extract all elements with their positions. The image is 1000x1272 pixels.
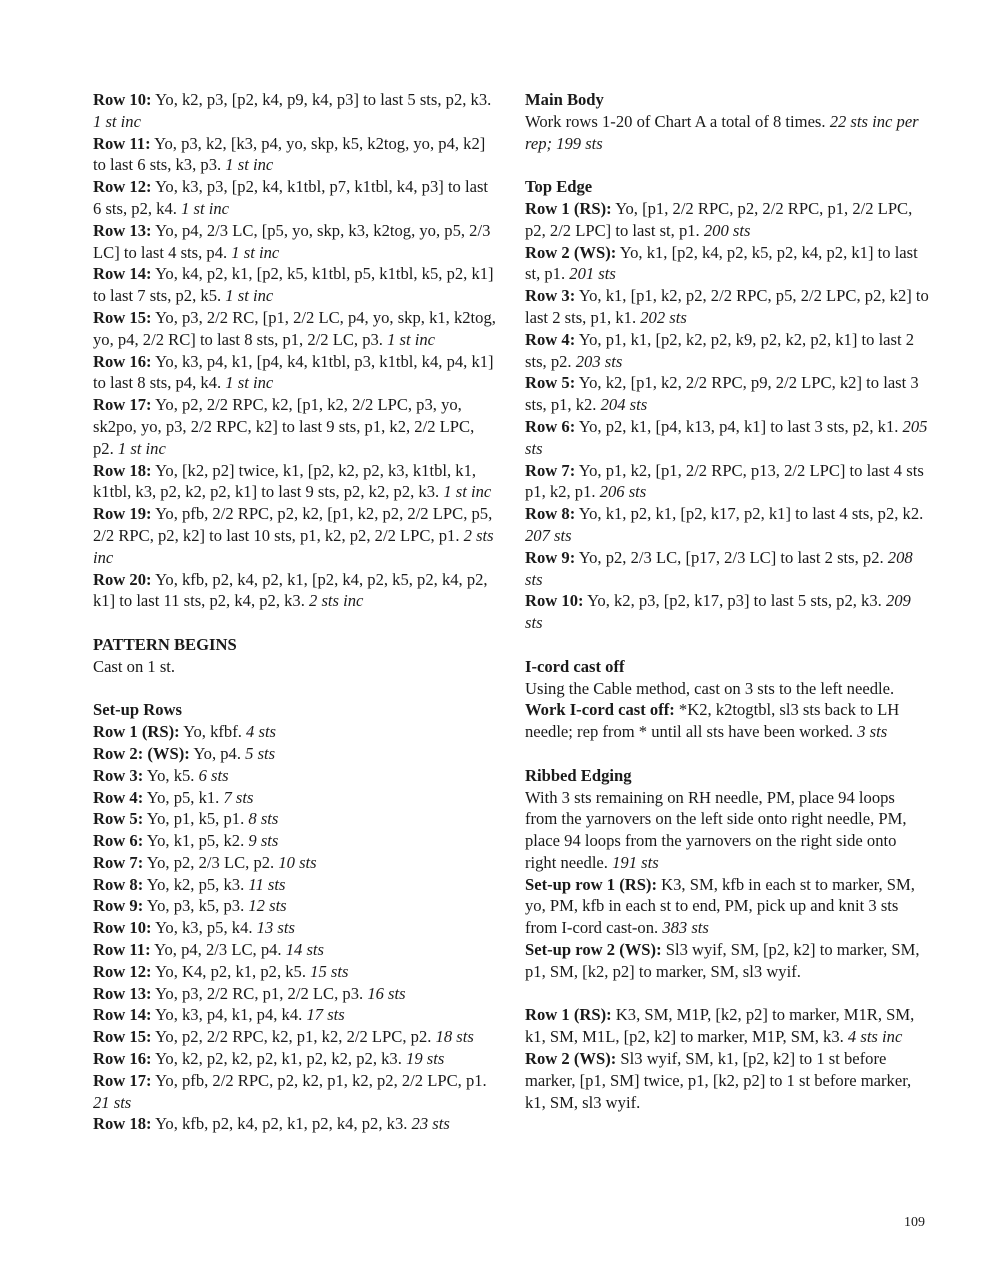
stitch-count: 15 sts — [310, 961, 349, 981]
section — [93, 634, 498, 678]
section-heading: Ribbed Edging — [525, 765, 632, 785]
row-label: Row 14: — [93, 264, 152, 284]
section — [525, 89, 930, 154]
instruction-text: Yo, k1, [p2, k4, p2, k5, p2, k4, p2, k1] to last st, p1. — [525, 242, 918, 284]
instruction-text: Yo, p2, 2/3 LC, [p17, 2/3 LC] to last 2 sts, p2. — [575, 547, 888, 567]
instruction-text: Yo, k3, p5, k4. — [151, 918, 257, 938]
instruction-line — [93, 765, 498, 787]
row-label: Row 8: — [93, 874, 144, 894]
stitch-count: 204 sts — [600, 395, 648, 415]
instruction-text: Yo, p1, k2, [p1, 2/2 RPC, p13, 2/2 LPC] to last 4 sts p1, k2, p1. — [525, 460, 924, 502]
instruction-line — [93, 351, 498, 395]
stitch-count: 6 sts — [198, 765, 229, 785]
instruction-text: Yo, pfb, 2/2 RPC, p2, k2, [p1, k2, p2, 2/2 LPC, p5, 2/2 RPC, p2, k2] to last 10 sts, p1, k2, p2, 2/2 LPC, p1. — [93, 504, 493, 545]
stitch-count: 1 st inc — [225, 373, 274, 393]
instruction-text: Yo, k2, [p1, k2, 2/2 RPC, p9, 2/2 LPC, k2] to last 3 sts, p1, k2. — [525, 373, 919, 415]
instruction-text: Yo, p4, 2/3 LC, p4. — [150, 940, 286, 960]
instruction-text: Yo, k1, [p1, k2, p2, 2/2 RPC, p5, 2/2 LPC, p2, k2] to last 2 sts, p1, k1. — [525, 286, 929, 327]
row-label: Row 7: — [93, 852, 144, 872]
row-label: Row 1 (RS): — [93, 722, 180, 742]
instruction-text: Yo, p2, 2/2 RPC, k2, [p1, k2, 2/2 LPC, p3, yo, sk2po, yo, p3, 2/2 RPC, k2] to last 9 sts, p1, k2, 2/2 LPC, p2. — [93, 395, 475, 458]
instruction-line — [525, 1004, 930, 1048]
instruction-text: Yo, kfb, p2, k4, p2, k1, [p2, k4, p2, k5, p2, k4, p2, k1] to last 11 sts, p2, k4, p2, k3. — [93, 569, 488, 611]
stitch-count: 1 st inc — [225, 286, 274, 306]
instruction-line — [525, 285, 930, 329]
instruction-line — [93, 503, 498, 568]
section-heading: I-cord cast off — [525, 656, 625, 676]
row-label: Row 5: — [525, 373, 576, 393]
instruction-line — [93, 656, 498, 678]
stitch-count: 383 sts — [662, 918, 709, 938]
row-label: Row 15: — [93, 307, 152, 327]
section-heading: Main Body — [525, 90, 604, 109]
instruction-text: Yo, p3, 2/2 RC, [p1, 2/2 LC, p4, yo, skp, k1, k2tog, yo, p4, 2/2 RC] to last 8 sts, p1, 2/2 LC, p3. — [93, 307, 496, 349]
stitch-count: 13 sts — [256, 918, 295, 938]
stitch-count: 9 sts — [248, 831, 279, 851]
stitch-count: 7 sts — [223, 787, 254, 807]
instruction-line — [93, 939, 498, 961]
instruction-text: K3, SM, kfb in each st to marker, SM, yo, PM, kfb in each st to end, PM, pick up and knit 3 sts from I-cord cast-on. — [525, 874, 915, 938]
instruction-line — [93, 1048, 498, 1070]
instruction-line — [93, 983, 498, 1005]
row-label: Row 18: — [93, 460, 152, 480]
instruction-line — [93, 460, 498, 504]
row-label: Row 10: — [93, 918, 152, 938]
instruction-line — [93, 89, 498, 133]
stitch-count: 12 sts — [248, 896, 287, 916]
page-number: 109 — [904, 1215, 925, 1230]
instruction-text: Yo, k1, p2, k1, [p2, k17, p2, k1] to last 4 sts, p2, k2. — [575, 504, 924, 524]
instruction-text: Yo, k3, p4, k1, [p4, k4, k1tbl, p3, k1tbl, k4, p4, k1] to last 8 sts, p4, k4. — [93, 351, 494, 393]
instruction-line — [93, 917, 498, 939]
instruction-line — [93, 263, 498, 307]
instruction-line — [93, 1070, 498, 1114]
row-label: Row 5: — [93, 809, 144, 829]
row-label: Row 6: — [525, 416, 576, 436]
instruction-text: Yo, p3, k2, [k3, p4, yo, skp, k5, k2tog, yo, p4, k2] to last 6 sts, k3, p3. — [93, 133, 486, 175]
row-label: Row 16: — [93, 1049, 152, 1069]
instruction-line — [93, 787, 498, 809]
instruction-line — [525, 372, 930, 416]
instruction-line — [93, 874, 498, 896]
row-label: Row 9: — [93, 896, 144, 916]
stitch-count: 10 sts — [278, 852, 317, 872]
row-label: Row 17: — [93, 395, 152, 415]
row-label: Row 20: — [93, 569, 152, 589]
stitch-count: 23 sts — [411, 1114, 450, 1134]
instruction-text: Sl3 wyif, SM, [p2, k2] to marker, SM, p1, SM, [k2, p2] to marker, SM, sl3 wyif. — [525, 940, 920, 981]
row-label: Row 4: — [525, 329, 576, 349]
row-label: Row 4: — [93, 787, 144, 807]
instruction-line — [93, 808, 498, 830]
row-label: Row 18: — [93, 1114, 152, 1134]
instruction-line — [525, 416, 930, 460]
row-label: Row 10: — [525, 591, 584, 611]
instruction-text: Yo, k3, p4, k1, p4, k4. — [151, 1005, 307, 1025]
stitch-count: 1 st inc — [225, 155, 274, 175]
instruction-line — [93, 220, 498, 264]
stitch-count: 4 sts inc — [847, 1027, 903, 1047]
stitch-count: 14 sts — [285, 940, 324, 960]
instruction-text: Work rows 1-20 of Chart A a total of 8 times. — [525, 111, 830, 131]
instruction-line — [93, 895, 498, 917]
stitch-count: 206 sts — [599, 482, 647, 502]
instruction-line — [93, 852, 498, 874]
instruction-text: Yo, pfb, 2/2 RPC, p2, k2, p1, k2, p2, 2/2 LPC, p1. — [151, 1070, 487, 1090]
stitch-count: 209 sts — [525, 591, 911, 633]
instruction-text: Yo, kfbf. — [179, 722, 247, 742]
stitch-count: 5 sts — [245, 743, 276, 763]
instruction-line — [93, 133, 498, 177]
stitch-count: 8 sts — [248, 809, 279, 829]
instruction-text: Yo, k4, p2, k1, [p2, k5, k1tbl, p5, k1tbl, k5, p2, k1] to last 7 sts, p2, k5. — [93, 264, 494, 306]
row-label: Work I-cord cast off: — [525, 700, 675, 720]
instruction-line — [525, 242, 930, 286]
instruction-line — [93, 176, 498, 220]
stitch-count: 4 sts — [246, 722, 277, 742]
row-label: Row 7: — [525, 460, 576, 480]
stitch-count: 1 st inc — [387, 329, 436, 349]
section — [93, 89, 498, 612]
row-label: Row 11: — [93, 940, 151, 960]
section — [525, 765, 930, 983]
row-label: Row 3: — [525, 286, 576, 306]
instruction-text: Yo, p2, 2/2 RPC, k2, p1, k2, 2/2 LPC, p2. — [151, 1027, 436, 1047]
instruction-text: Yo, p1, k5, p1. — [143, 809, 249, 829]
instruction-text: Yo, p3, k5, p3. — [143, 896, 249, 916]
instruction-line — [525, 111, 930, 155]
stitch-count: 18 sts — [435, 1027, 474, 1047]
instruction-text: Yo, [k2, p2] twice, k1, [p2, k2, p2, k3, k1tbl, k1, k1tbl, k3, p2, k2, p2, k1] to last 9 sts, p2, k2, p2, k3. — [93, 460, 477, 502]
instruction-line — [525, 939, 930, 983]
stitch-count: 1 st inc — [93, 111, 141, 131]
row-label: Row 10: — [93, 90, 152, 109]
instruction-text: Yo, k2, p3, [p2, k4, p9, k4, p3] to last 5 sts, p2, k3. — [151, 90, 492, 109]
instruction-text: With 3 sts remaining on RH needle, PM, place 94 loops from the yarnovers on the left side onto right needle, PM, place 94 loops from the yarnovers on the right side onto right needle. — [525, 787, 907, 872]
stitch-count: 1 st inc — [117, 438, 166, 458]
row-label: Row 2 (WS): — [525, 242, 617, 262]
stitch-count: 203 sts — [575, 351, 623, 371]
instruction-line — [93, 1004, 498, 1026]
row-label: Row 11: — [93, 133, 151, 153]
instruction-text: Yo, [p1, 2/2 RPC, p2, 2/2 RPC, p1, 2/2 LPC, p2, 2/2 LPC] to last st, p1. — [525, 198, 913, 240]
left-column — [93, 89, 498, 1157]
row-label: Row 6: — [93, 831, 144, 851]
instruction-line — [93, 743, 498, 765]
row-label: Row 19: — [93, 504, 152, 524]
row-label: Row 13: — [93, 220, 152, 240]
stitch-count: 208 sts — [525, 547, 913, 589]
instruction-text: Yo, k2, p3, [p2, k17, p3] to last 5 sts, p2, k3. — [583, 591, 886, 611]
instruction-text: Yo, k5. — [143, 765, 199, 785]
row-label: Row 1 (RS): — [525, 198, 612, 218]
instruction-line — [93, 569, 498, 613]
instruction-text: Yo, p4. — [189, 743, 246, 763]
section — [525, 1004, 930, 1113]
instruction-line — [525, 699, 930, 743]
stitch-count: 19 sts — [406, 1049, 445, 1069]
row-label: Row 2 (WS): — [525, 1049, 617, 1069]
instruction-line — [93, 830, 498, 852]
section — [93, 699, 498, 1135]
instruction-text: Yo, K4, p2, k1, p2, k5. — [151, 961, 311, 981]
stitch-count: 202 sts — [640, 307, 687, 327]
stitch-count: 11 sts — [248, 874, 286, 894]
row-label: Row 9: — [525, 547, 576, 567]
instruction-text: Yo, k1, p5, k2. — [143, 831, 249, 851]
stitch-count: 207 sts — [525, 525, 572, 545]
instruction-text: Yo, kfb, p2, k4, p2, k1, p2, k4, p2, k3. — [151, 1114, 412, 1134]
instruction-line — [525, 460, 930, 504]
section-heading: Set-up Rows — [93, 700, 182, 720]
instruction-text: K3, SM, M1P, [k2, p2] to marker, M1R, SM, k1, SM, M1L, [p2, k2] to marker, M1P, SM, k3. — [525, 1005, 915, 1047]
instruction-line — [93, 721, 498, 743]
instruction-text: Yo, k2, p5, k3. — [143, 874, 249, 894]
instruction-line — [93, 961, 498, 983]
row-label: Row 15: — [93, 1027, 152, 1047]
instruction-line — [93, 307, 498, 351]
row-label: Row 13: — [93, 983, 152, 1003]
row-label: Row 12: — [93, 961, 152, 981]
instruction-line — [525, 874, 930, 939]
stitch-count: 22 sts inc per rep; 199 sts — [525, 111, 919, 153]
row-label: Row 2: (WS): — [93, 743, 190, 763]
instruction-text: *K2, k2togtbl, sl3 sts back to LH needle; rep from * until all sts have been worked. — [525, 700, 900, 742]
row-label: Row 8: — [525, 504, 576, 524]
section — [525, 656, 930, 743]
row-label: Set-up row 2 (WS): — [525, 940, 662, 960]
instruction-line — [525, 590, 930, 634]
instruction-text: Sl3 wyif, SM, k1, [p2, k2] to 1 st before marker, [p1, SM] twice, p1, [k2, p2] to 1 st before marker, k1, SM, sl3 wyif. — [525, 1049, 912, 1112]
instruction-text: Yo, p3, 2/2 RC, p1, 2/2 LC, p3. — [151, 983, 368, 1003]
stitch-count: 17 sts — [306, 1005, 345, 1025]
stitch-count: 3 sts — [857, 722, 888, 742]
instruction-text: Yo, k3, p3, [p2, k4, k1tbl, p7, k1tbl, k4, p3] to last 6 sts, p2, k4. — [93, 177, 489, 218]
instruction-line — [525, 787, 930, 874]
instruction-line — [525, 1048, 930, 1113]
instruction-text: Yo, p2, k1, [p4, k13, p4, k1] to last 3 sts, p2, k1. — [575, 416, 903, 436]
section — [525, 176, 930, 634]
stitch-count: 1 st inc — [443, 482, 492, 502]
stitch-count: 2 sts inc — [93, 525, 494, 567]
section-heading: PATTERN BEGINS — [93, 634, 237, 654]
row-label: Row 1 (RS): — [525, 1005, 612, 1025]
instruction-text: Cast on 1 st. — [93, 656, 176, 676]
instruction-line — [93, 1026, 498, 1048]
instruction-text: Using the Cable method, cast on 3 sts to the left needle. — [525, 678, 895, 698]
stitch-count: 21 sts — [93, 1092, 132, 1112]
stitch-count: 1 st inc — [231, 242, 280, 262]
instruction-line — [525, 503, 930, 547]
stitch-count: 16 sts — [367, 983, 406, 1003]
row-label: Row 16: — [93, 351, 152, 371]
stitch-count: 1 st inc — [181, 198, 229, 218]
instruction-text: Yo, k2, p2, k2, p2, k1, p2, k2, p2, k3. — [151, 1049, 407, 1069]
instruction-line — [93, 394, 498, 459]
instruction-line — [525, 547, 930, 591]
instruction-text: Yo, p4, 2/3 LC, [p5, yo, skp, k3, k2tog, yo, p5, 2/3 LC] to last 4 sts, p4. — [93, 220, 491, 262]
instruction-text: Yo, p1, k1, [p2, k2, p2, k9, p2, k2, p2, k1] to last 2 sts, p2. — [525, 329, 915, 371]
section-heading: Top Edge — [525, 177, 593, 197]
stitch-count: 201 sts — [569, 264, 616, 284]
instruction-line — [525, 678, 930, 700]
instruction-line — [525, 198, 930, 242]
right-column — [525, 89, 930, 1135]
row-label: Set-up row 1 (RS): — [525, 874, 657, 894]
row-label: Row 17: — [93, 1070, 152, 1090]
row-label: Row 14: — [93, 1005, 152, 1025]
stitch-count: 200 sts — [703, 220, 751, 240]
instruction-line — [525, 329, 930, 373]
stitch-count: 191 sts — [612, 852, 659, 872]
row-label: Row 12: — [93, 177, 152, 197]
instruction-line — [93, 1113, 498, 1135]
row-label: Row 3: — [93, 765, 144, 785]
stitch-count: 205 sts — [525, 416, 928, 458]
instruction-text: Yo, p2, 2/3 LC, p2. — [143, 852, 279, 872]
instruction-text: Yo, p5, k1. — [143, 787, 224, 807]
stitch-count: 2 sts inc — [309, 591, 364, 611]
